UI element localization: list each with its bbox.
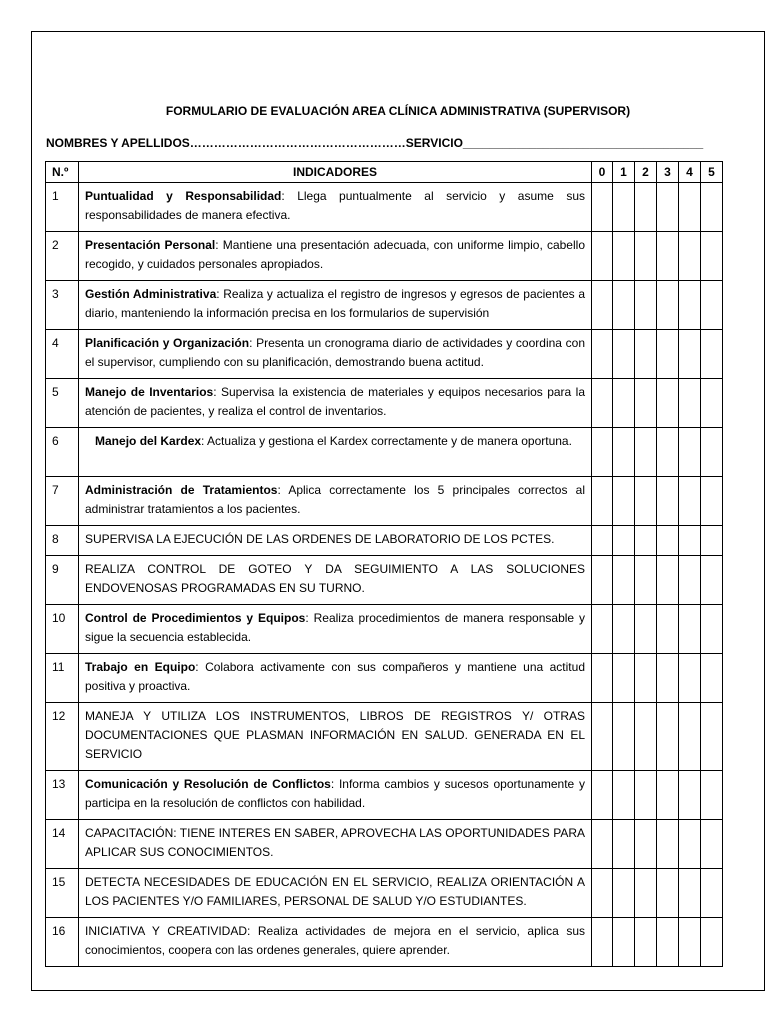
score-cell-3[interactable] xyxy=(657,654,679,703)
table-row xyxy=(46,477,723,526)
indicator-cell xyxy=(79,771,592,820)
score-cell-1[interactable] xyxy=(613,379,635,428)
score-cell-1[interactable] xyxy=(613,918,635,967)
score-cell-0[interactable] xyxy=(592,869,613,918)
score-cell-5[interactable] xyxy=(701,556,723,605)
row-number: 6 xyxy=(46,428,79,477)
score-cell-3[interactable] xyxy=(657,605,679,654)
score-cell-2[interactable] xyxy=(635,918,657,967)
indicator-title: Gestión Administrativa xyxy=(85,287,217,301)
row-number: 8 xyxy=(46,526,79,556)
score-cell-1[interactable] xyxy=(613,703,635,771)
indicator-title: Control de Procedimientos y Equipos xyxy=(85,611,306,625)
indicator-cell xyxy=(79,820,592,869)
score-cell-2[interactable] xyxy=(635,869,657,918)
indicator-description: : Mantiene una presentación adecuada, con uniforme limpio, cabello recogido, y cuidados personales apropiados. xyxy=(85,238,585,271)
indicator-title: Planificación y Organización xyxy=(85,336,250,350)
table-row xyxy=(46,918,723,967)
score-cell-3[interactable] xyxy=(657,703,679,771)
score-cell-4[interactable] xyxy=(679,232,701,281)
indicator-description: : Presenta un cronograma diario de actividades y coordina con el supervisor, cumpliendo con su planificación, demostrando buena actitud. xyxy=(85,336,585,369)
score-cell-0[interactable] xyxy=(592,330,613,379)
indicator-cell xyxy=(79,330,592,379)
score-cell-3[interactable] xyxy=(657,918,679,967)
indicator-description: : Informa cambios y sucesos oportunamente y participa en la resolución de conflictos con habilidad. xyxy=(85,777,586,810)
row-number: 3 xyxy=(46,281,79,330)
indicator-cell xyxy=(79,654,592,703)
indicator-cell xyxy=(79,183,592,232)
column-header-number: N.º xyxy=(46,162,79,183)
indicator-title: Manejo del Kardex xyxy=(85,434,202,448)
indicator-description: : Realiza y actualiza el registro de ingresos y egresos de pacientes a diario, manteniendo la información precisa en los formularios de supervisión xyxy=(85,287,585,320)
indicator-description: : Supervisa la existencia de materiales y equipos necesarios para la atención de pacientes, y realiza el control de inventarios. xyxy=(85,385,585,418)
score-cell-5[interactable] xyxy=(701,869,723,918)
form-title: FORMULARIO DE EVALUACIÓN AREA CLÍNICA ADMINISTRATIVA (SUPERVISOR) xyxy=(165,104,631,118)
score-cell-2[interactable] xyxy=(635,771,657,820)
indicator-cell xyxy=(79,281,592,330)
score-cell-1[interactable] xyxy=(613,556,635,605)
indicator-cell xyxy=(79,232,592,281)
score-cell-4[interactable] xyxy=(679,379,701,428)
score-cell-1[interactable] xyxy=(613,330,635,379)
score-cell-3[interactable] xyxy=(657,232,679,281)
row-number: 11 xyxy=(46,654,79,703)
row-number: 9 xyxy=(46,556,79,605)
score-cell-0[interactable] xyxy=(592,183,613,232)
indicator-cell xyxy=(79,526,592,556)
column-header-score-2: 2 xyxy=(635,162,657,183)
row-number: 16 xyxy=(46,918,79,967)
score-cell-0[interactable] xyxy=(592,428,613,477)
indicator-cell xyxy=(79,918,592,967)
indicator-cell xyxy=(79,477,592,526)
score-cell-3[interactable] xyxy=(657,330,679,379)
table-body xyxy=(46,183,723,967)
score-cell-0[interactable] xyxy=(592,703,613,771)
score-cell-1[interactable] xyxy=(613,869,635,918)
table-row xyxy=(46,771,723,820)
table-row xyxy=(46,232,723,281)
score-cell-0[interactable] xyxy=(592,526,613,556)
score-cell-4[interactable] xyxy=(679,556,701,605)
score-cell-5[interactable] xyxy=(701,703,723,771)
names-service-line: NOMBRES Y APELLIDOS………………………………………………SERVICIO____________________________________ xyxy=(46,136,704,150)
score-cell-2[interactable] xyxy=(635,654,657,703)
score-cell-3[interactable] xyxy=(657,526,679,556)
row-number: 14 xyxy=(46,820,79,869)
table-row xyxy=(46,869,723,918)
table-row xyxy=(46,820,723,869)
table-row xyxy=(46,428,723,477)
score-cell-4[interactable] xyxy=(679,820,701,869)
column-header-score-5: 5 xyxy=(701,162,723,183)
score-cell-5[interactable] xyxy=(701,428,723,477)
score-cell-5[interactable] xyxy=(701,477,723,526)
score-cell-0[interactable] xyxy=(592,654,613,703)
table-row xyxy=(46,330,723,379)
column-header-score-4: 4 xyxy=(679,162,701,183)
score-cell-2[interactable] xyxy=(635,379,657,428)
score-cell-2[interactable] xyxy=(635,428,657,477)
score-cell-3[interactable] xyxy=(657,477,679,526)
score-cell-5[interactable] xyxy=(701,771,723,820)
indicator-cell xyxy=(79,605,592,654)
score-cell-0[interactable] xyxy=(592,605,613,654)
score-cell-3[interactable] xyxy=(657,379,679,428)
column-header-score-0: 0 xyxy=(592,162,613,183)
column-header-indicators: INDICADORES xyxy=(79,162,592,183)
score-cell-0[interactable] xyxy=(592,477,613,526)
score-cell-2[interactable] xyxy=(635,183,657,232)
indicator-title: Comunicación y Resolución de Conflictos xyxy=(85,777,331,791)
indicator-cell xyxy=(79,869,592,918)
table-row xyxy=(46,556,723,605)
indicator-description: : Realiza procedimientos de manera responsable y sigue la secuencia establecida. xyxy=(85,611,585,644)
indicator-cell xyxy=(79,428,592,477)
score-cell-3[interactable] xyxy=(657,183,679,232)
score-cell-1[interactable] xyxy=(613,820,635,869)
indicator-cell xyxy=(79,703,592,771)
score-cell-4[interactable] xyxy=(679,526,701,556)
row-number: 4 xyxy=(46,330,79,379)
score-cell-0[interactable] xyxy=(592,281,613,330)
score-cell-2[interactable] xyxy=(635,605,657,654)
score-cell-1[interactable] xyxy=(613,232,635,281)
indicator-title: Manejo de Inventarios xyxy=(85,385,214,399)
score-cell-2[interactable] xyxy=(635,232,657,281)
score-cell-5[interactable] xyxy=(701,232,723,281)
row-number: 13 xyxy=(46,771,79,820)
score-cell-1[interactable] xyxy=(613,183,635,232)
score-cell-0[interactable] xyxy=(592,379,613,428)
indicator-title: Trabajo en Equipo xyxy=(85,660,196,674)
indicator-description: : Colabora activamente con sus compañeros y mantiene una actitud positiva y proactiva. xyxy=(85,660,585,693)
score-cell-1[interactable] xyxy=(613,526,635,556)
score-cell-1[interactable] xyxy=(613,605,635,654)
score-cell-4[interactable] xyxy=(679,605,701,654)
score-cell-2[interactable] xyxy=(635,703,657,771)
indicator-description: CAPACITACIÓN: TIENE INTERES EN SABER, APROVECHA LAS OPORTUNIDADES PARA APLICAR SUS CONOCIMIENTOS. xyxy=(85,826,585,859)
table-row xyxy=(46,654,723,703)
score-cell-3[interactable] xyxy=(657,771,679,820)
indicator-title: Administración de Tratamientos xyxy=(85,483,278,497)
row-number: 7 xyxy=(46,477,79,526)
score-cell-3[interactable] xyxy=(657,281,679,330)
table-row xyxy=(46,605,723,654)
score-cell-3[interactable] xyxy=(657,820,679,869)
score-cell-4[interactable] xyxy=(679,918,701,967)
score-cell-0[interactable] xyxy=(592,556,613,605)
score-cell-5[interactable] xyxy=(701,605,723,654)
score-cell-0[interactable] xyxy=(592,771,613,820)
table-row xyxy=(46,281,723,330)
score-cell-3[interactable] xyxy=(657,428,679,477)
score-cell-4[interactable] xyxy=(679,281,701,330)
table-row xyxy=(46,703,723,771)
indicator-description: INICIATIVA Y CREATIVIDAD: Realiza actividades de mejora en el servicio, aplica sus conocimientos, coopera con las ordenes generales, quiere aprender. xyxy=(85,924,585,957)
score-cell-4[interactable] xyxy=(679,869,701,918)
column-header-score-3: 3 xyxy=(657,162,679,183)
indicator-description: DETECTA NECESIDADES DE EDUCACIÓN EN EL SERVICIO, REALIZA ORIENTACIÓN A LOS PACIENTES Y/O FAMILIARES, PERSONAL DE SALUD Y/O ESTUDIANTES. xyxy=(85,875,585,908)
score-cell-1[interactable] xyxy=(613,428,635,477)
row-number: 10 xyxy=(46,605,79,654)
row-number: 2 xyxy=(46,232,79,281)
indicator-description: : Aplica correctamente los 5 principales correctos al administrar tratamientos a los pacientes. xyxy=(85,483,585,516)
table-row xyxy=(46,183,723,232)
score-cell-5[interactable] xyxy=(701,379,723,428)
score-cell-1[interactable] xyxy=(613,654,635,703)
table-row xyxy=(46,379,723,428)
score-cell-1[interactable] xyxy=(613,281,635,330)
evaluation-table xyxy=(45,161,723,967)
indicator-cell xyxy=(79,556,592,605)
score-cell-4[interactable] xyxy=(679,183,701,232)
score-cell-4[interactable] xyxy=(679,477,701,526)
row-number: 5 xyxy=(46,379,79,428)
indicator-description: : Llega puntualmente al servicio y asume sus responsabilidades de manera efectiva. xyxy=(85,189,585,222)
indicator-title: Presentación Personal xyxy=(85,238,216,252)
score-cell-3[interactable] xyxy=(657,556,679,605)
indicator-cell xyxy=(79,379,592,428)
score-cell-1[interactable] xyxy=(613,477,635,526)
score-cell-5[interactable] xyxy=(701,330,723,379)
indicator-description: MANEJA Y UTILIZA LOS INSTRUMENTOS, LIBROS DE REGISTROS Y/ OTRAS DOCUMENTACIONES QUE PLASMAN INFORMACIÓN EN SALUD. GENERADA EN EL SERVICIO xyxy=(85,709,585,761)
score-cell-5[interactable] xyxy=(701,918,723,967)
score-cell-4[interactable] xyxy=(679,654,701,703)
table-row xyxy=(46,526,723,556)
score-cell-5[interactable] xyxy=(701,820,723,869)
score-cell-5[interactable] xyxy=(701,281,723,330)
row-number: 1 xyxy=(46,183,79,232)
score-cell-5[interactable] xyxy=(701,654,723,703)
score-cell-4[interactable] xyxy=(679,428,701,477)
indicator-description: : Actualiza y gestiona el Kardex correctamente y de manera oportuna. xyxy=(201,434,572,448)
score-cell-0[interactable] xyxy=(592,918,613,967)
indicator-title: Puntualidad y Responsabilidad xyxy=(85,189,282,203)
score-cell-2[interactable] xyxy=(635,477,657,526)
score-cell-5[interactable] xyxy=(701,526,723,556)
score-cell-1[interactable] xyxy=(613,771,635,820)
score-cell-4[interactable] xyxy=(679,703,701,771)
score-cell-2[interactable] xyxy=(635,526,657,556)
indicator-description: SUPERVISA LA EJECUCIÓN DE LAS ORDENES DE LABORATORIO DE LOS PCTES. xyxy=(85,532,555,546)
score-cell-0[interactable] xyxy=(592,232,613,281)
score-cell-3[interactable] xyxy=(657,869,679,918)
score-cell-2[interactable] xyxy=(635,556,657,605)
score-cell-4[interactable] xyxy=(679,771,701,820)
column-header-score-1: 1 xyxy=(613,162,635,183)
score-cell-4[interactable] xyxy=(679,330,701,379)
score-cell-5[interactable] xyxy=(701,183,723,232)
table-header-row xyxy=(46,162,723,183)
score-cell-0[interactable] xyxy=(592,820,613,869)
row-number: 12 xyxy=(46,703,79,771)
score-cell-2[interactable] xyxy=(635,820,657,869)
score-cell-2[interactable] xyxy=(635,281,657,330)
score-cell-2[interactable] xyxy=(635,330,657,379)
indicator-description: REALIZA CONTROL DE GOTEO Y DA SEGUIMIENTO A LAS SOLUCIONES ENDOVENOSAS PROGRAMADAS EN SU TURNO. xyxy=(85,562,585,595)
row-number: 15 xyxy=(46,869,79,918)
